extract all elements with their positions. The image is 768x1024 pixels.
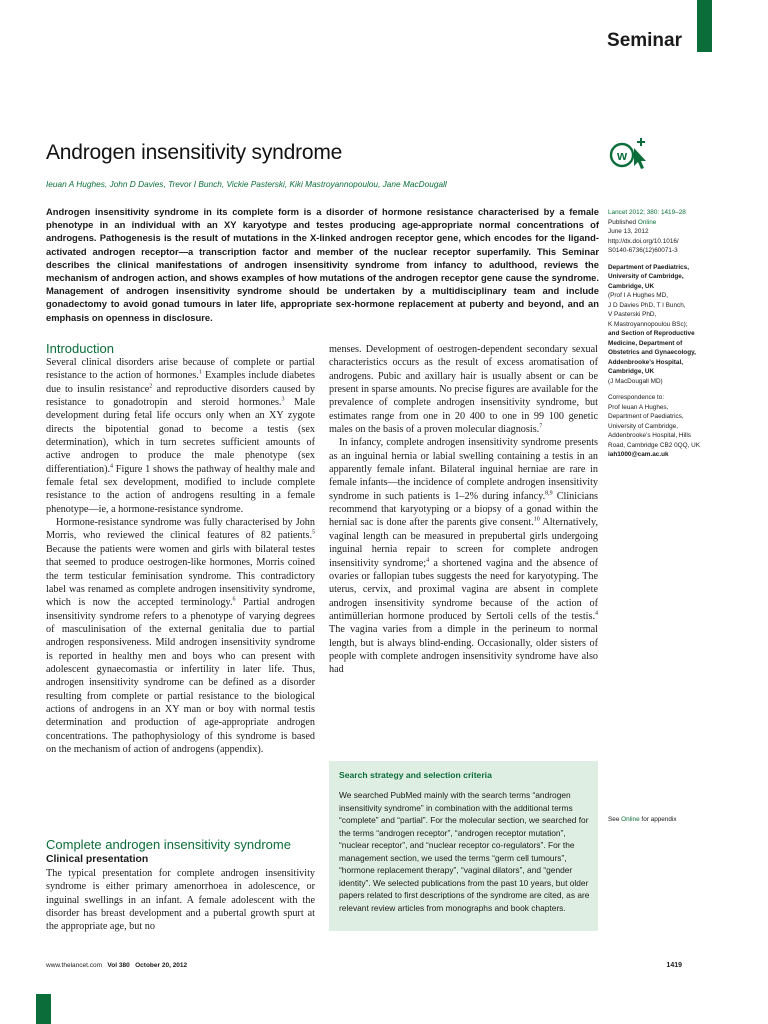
email-link[interactable]: iah1000@cam.ac.uk [608,451,669,458]
intro-paragraph-1: Several clinical disorders arise because of complete or partial resistance to the action of hormones.$^1$ Examples include diabetes due to insulin resistance$^2$ and reproductive disorders caused by resistance to gonadotropin and steroid hormones.$^3$ Male development during fetal life occurs only when an XY zygote directs the bipotential gonad to become a testis (sex determination), which in turn secretes sufficient amounts of active androgen to produce the male phenotype (sex differentiation).$^4$ Figure 1 shows the pathway of healthy male and female fetal sex development, modified to include complete resistance to the action of androgens resulting in a female phenotype—ie, a hormone-resistance syndrome. [46,357,315,515]
citation: Lancet 2012; 380: 1419–28 [608,209,686,216]
heading-introduction: Introduction [46,341,114,356]
search-strategy-title: Search strategy and selection criteria [339,770,492,780]
search-strategy-panel [329,761,598,931]
section-label: Seminar [607,30,682,51]
published-line: Published Online [608,218,657,226]
col2-paragraph-1: menses. Development of oestrogen-dependent secondary sexual characteristics occurs as the result of excess aromatisation of androgens. Pubic and axillary hair is usually absent or can be present in sparse amounts. No precise figures are available for the prevalence of complete androgen insensitivity syndrome, but estimates range from one in 20 400 to one in 99 100 genetic males on the basis of a proven molecular diagnosis.$^7$ [329,344,598,436]
author-list: Ieuan A Hughes, John D Davies, Trevor I Bunch, Vickie Pasterski, Kiki Mastroyannopoulou, Jane MacDougall [46,179,447,189]
svg-text:w: w [616,148,628,163]
column-2 [329,343,598,677]
site-link[interactable]: www.thelancet.com [46,962,102,969]
appendix-online-link[interactable]: Online [621,816,640,823]
article-title: Androgen insensitivity syndrome [46,141,343,164]
clinical-paragraph-1: The typical presentation for complete androgen insensitivity syndrome is either primary amenorrhoea in adolescence, or inguinal swellings in an infant. A female adolescent with the disorder has breast development and a pubertal growth spurt at the appropriate age, but no [46,868,315,933]
weblink-cursor-icon[interactable] [608,136,654,172]
see-online-appendix: See Online for appendix [608,816,677,823]
heading-clinical-presentation: Clinical presentation [46,854,149,865]
footer-left: www.thelancet.com Vol 380 October 20, 2012 [46,962,188,969]
doi-link-line-1[interactable]: http://dx.doi.org/10.1016/ [608,237,679,245]
affiliations: Department of Paediatrics, University of Cambridge, Cambridge, UK (Prof I A Hughes MD, J D Davies PhD, T I Bunch, V Pasterski PhD, K Mastroyannopoulou BSc); and Section of Reproductive Medicine, Department of Obstetrics and Gynaecology, Addenbrooke’s Hospital, Cambridge, UK (J MacDougall MD) [608,263,696,385]
published-date: June 13, 2012 [608,228,649,235]
heading-cais: Complete androgen insensitivity syndrome [46,837,291,852]
col2-paragraph-2: In infancy, complete androgen insensitivity syndrome presents as an inguinal hernia or labial swelling containing a testis in an apparently female infant. Bilateral inguinal herniae are rare in female infants—the incidence of complete androgen insensitivity syndrome in such patients is 1–2% during infancy.$^{8,9}$ Clinicians recommend that karyotyping or a biopsy of a gonad within the hernial sac is done after the parents give consent.$^{10}$ Alternatively, vaginal length can be measured in prepubertal girls undergoing inguinal hernia repair to screen for complete androgen insensitivity syndrome;$^4$ a shortened vagina and the absence of ovaries or fallopian tubes suggests the need for karyotyping. The uterus, cervix, and proximal vagina are absent in complete androgen insensitivity syndrome because of the action of antimüllerian hormone produced by Sertoli cells of the testis.$^4$ The vagina varies from a dimple in the perineum to normal length, but is always blind-ending. Occasionally, older sisters of people with complete androgen insensitivity syndrome have also had [329,437,598,676]
brand-bar-bottom [36,994,51,1024]
page-number: 1419 [666,962,682,969]
brand-bar-top [697,0,712,52]
intro-paragraph-2: Hormone-resistance syndrome was fully characterised by John Morris, who reviewed the clinical features of 82 patients.$^5$ Because the patients were women and girls with bilateral testes that seemed to produce oestrogen-like hormones, Morris coined the term testicular feminisation syndrome. This contradictory label was renamed as complete androgen insensitivity syndrome, which is now the accepted terminology.$^6$ Partial androgen insensitivity syndrome refers to a phenotype of varying degrees of masculinisation of the external genitalia due to partial androgen responsiveness. Mild androgen insensitivity syndrome is reported in healthy men and boys who can present with adolescent gynaecomastia or infertility in later life. Thus, androgen insensitivity syndrome can be defined as a disorder resulting from complete or partial resistance to the biological actions of androgens in an XY man or boy with normal testis determination and production of age-appropriate androgen concentrations. The pathophysiology of this syndrome is based on the mechanism of action of androgens (appendix). [46,517,315,755]
abstract: Androgen insensitivity syndrome in its complete form is a disorder of hormone resistance characterised by a female phenotype in an individual with an XY karyotype and testes producing age-appropriate normal concentrations of androgens. Pathogenesis is the result of mutations in the X-linked androgen receptor gene, which encodes for the ligand-activated androgen receptor—a transcription factor and member of the nuclear receptor superfamily. This Seminar describes the clinical manifestations of androgen insensitivity syndrome from infancy to adulthood, reviews the mechanism of androgen action, and shows examples of how mutations of the androgen receptor gene cause the syndrome. Management of androgen insensitivity syndrome should be undertaken by a multidisciplinary team and include gonadectomy to avoid gonad tumours in later life, appropriate sex-hormone replacement at puberty and beyond, and an emphasis on openness in disclosure. [46,206,599,323]
column-1 [46,356,315,756]
column-1-continued [46,867,315,934]
sidebar [608,208,728,467]
correspondence: Correspondence to: Prof Ieuan A Hughes, Department of Paediatrics, University of Cambridge, Addenbrooke’s Hospital, Hills Road, Cambridge CB2 0QQ, UK iah1000@cam.ac.uk [608,394,700,458]
search-strategy-text: We searched PubMed mainly with the search terms “androgen insensitivity syndrome” in combination with the additional terms “complete” and “partial”. For the molecular section, we searched for the terms “androgen receptor”, “androgen receptor mutation”, “nuclear receptor”, and “nuclear receptor co-regulators”. For the management section, we used the terms “germ cell tumours”, “hormone replacement therapy”, “vaginal dilators”, and “gender identity”. We selected publications from the past 10 years, but older papers related to first descriptions of the syndrome are cited, as are relevant review articles from monographs and book chapters. [339,790,590,913]
doi-link-line-2[interactable]: S0140-6736(12)60071-3 [608,247,678,254]
published-online-link[interactable]: Online [637,218,657,226]
